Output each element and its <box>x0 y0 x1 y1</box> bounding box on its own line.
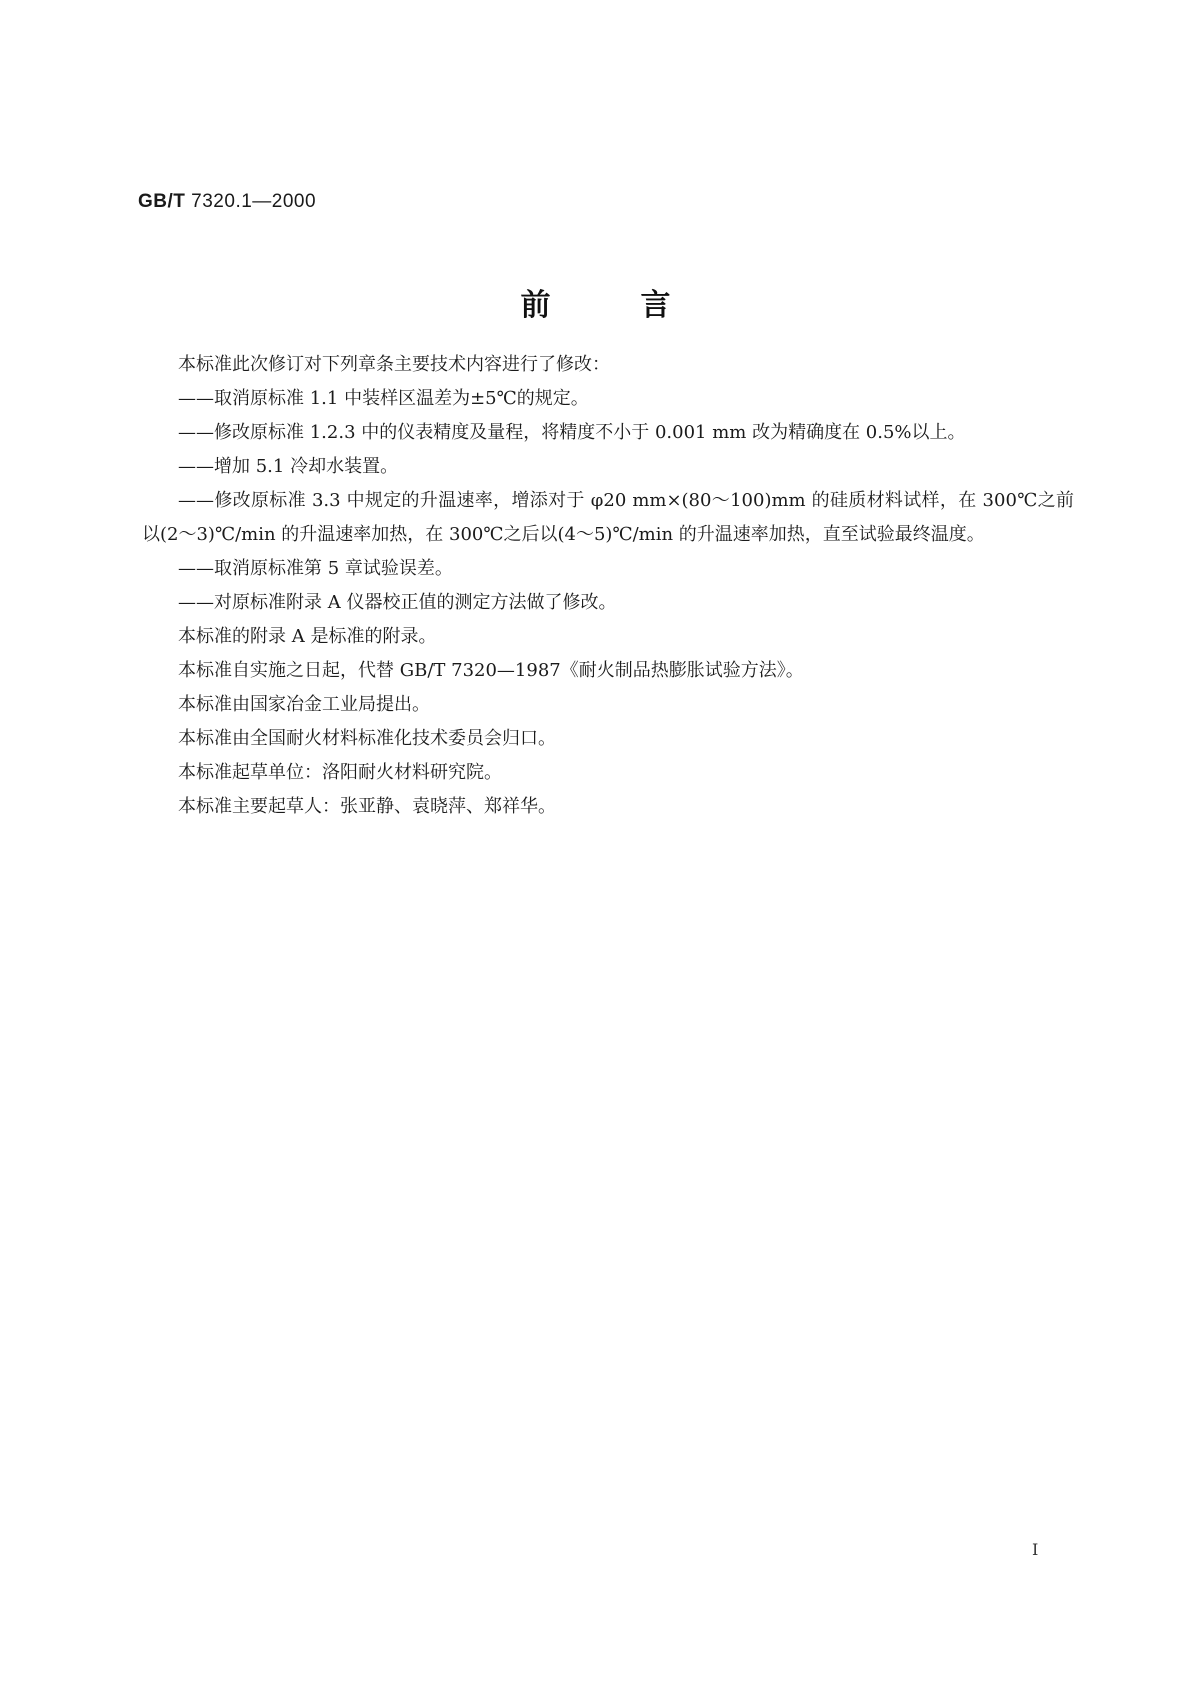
paragraph: ——增加 5.1 冷却水装置。 <box>178 456 399 477</box>
foreword-body <box>142 348 1074 824</box>
paragraph: 本标准的附录 A 是标准的附录。 <box>178 626 437 647</box>
page-title <box>0 280 1191 324</box>
title-char-1: 前 <box>520 288 551 323</box>
paragraph: 本标准此次修订对下列章条主要技术内容进行了修改： <box>178 354 610 375</box>
paragraph: ——对原标准附录 A 仪器校正值的测定方法做了修改。 <box>178 592 617 613</box>
paragraph: ——修改原标准 1.2.3 中的仪表精度及量程，将精度不小于 0.001 mm 改为精确度在 0.5%以上。 <box>178 422 966 443</box>
paragraph: 本标准主要起草人：张亚静、袁晓萍、郑祥华。 <box>178 796 556 817</box>
title-char-2: 言 <box>640 288 671 323</box>
paragraph: 本标准自实施之日起，代替 GB/T 7320—1987《耐火制品热膨胀试验方法》。 <box>178 660 804 681</box>
paragraph: ——取消原标准 1.1 中装样区温差为±5℃的规定。 <box>178 388 589 409</box>
standard-number: 7320.1—2000 <box>191 191 317 212</box>
page-number: Ⅰ <box>1032 1540 1039 1559</box>
paragraph: 本标准由国家冶金工业局提出。 <box>178 694 430 715</box>
paragraph: ——取消原标准第 5 章试验误差。 <box>178 558 453 579</box>
standard-prefix: GB/T <box>138 191 186 212</box>
paragraph: ——修改原标准 3.3 中规定的升温速率，增添对于 φ20 mm×(80～100)mm 的硅质材料试样，在 300℃之前以(2～3)℃/min 的升温速率加热，在 300℃之后以(4～5)℃/min 的升温速率加热，直至试验最终温度。 <box>142 490 1074 545</box>
paragraph: 本标准起草单位：洛阳耐火材料研究院。 <box>178 762 502 783</box>
paragraph: 本标准由全国耐火材料标准化技术委员会归口。 <box>178 728 556 749</box>
standard-code <box>138 191 316 213</box>
